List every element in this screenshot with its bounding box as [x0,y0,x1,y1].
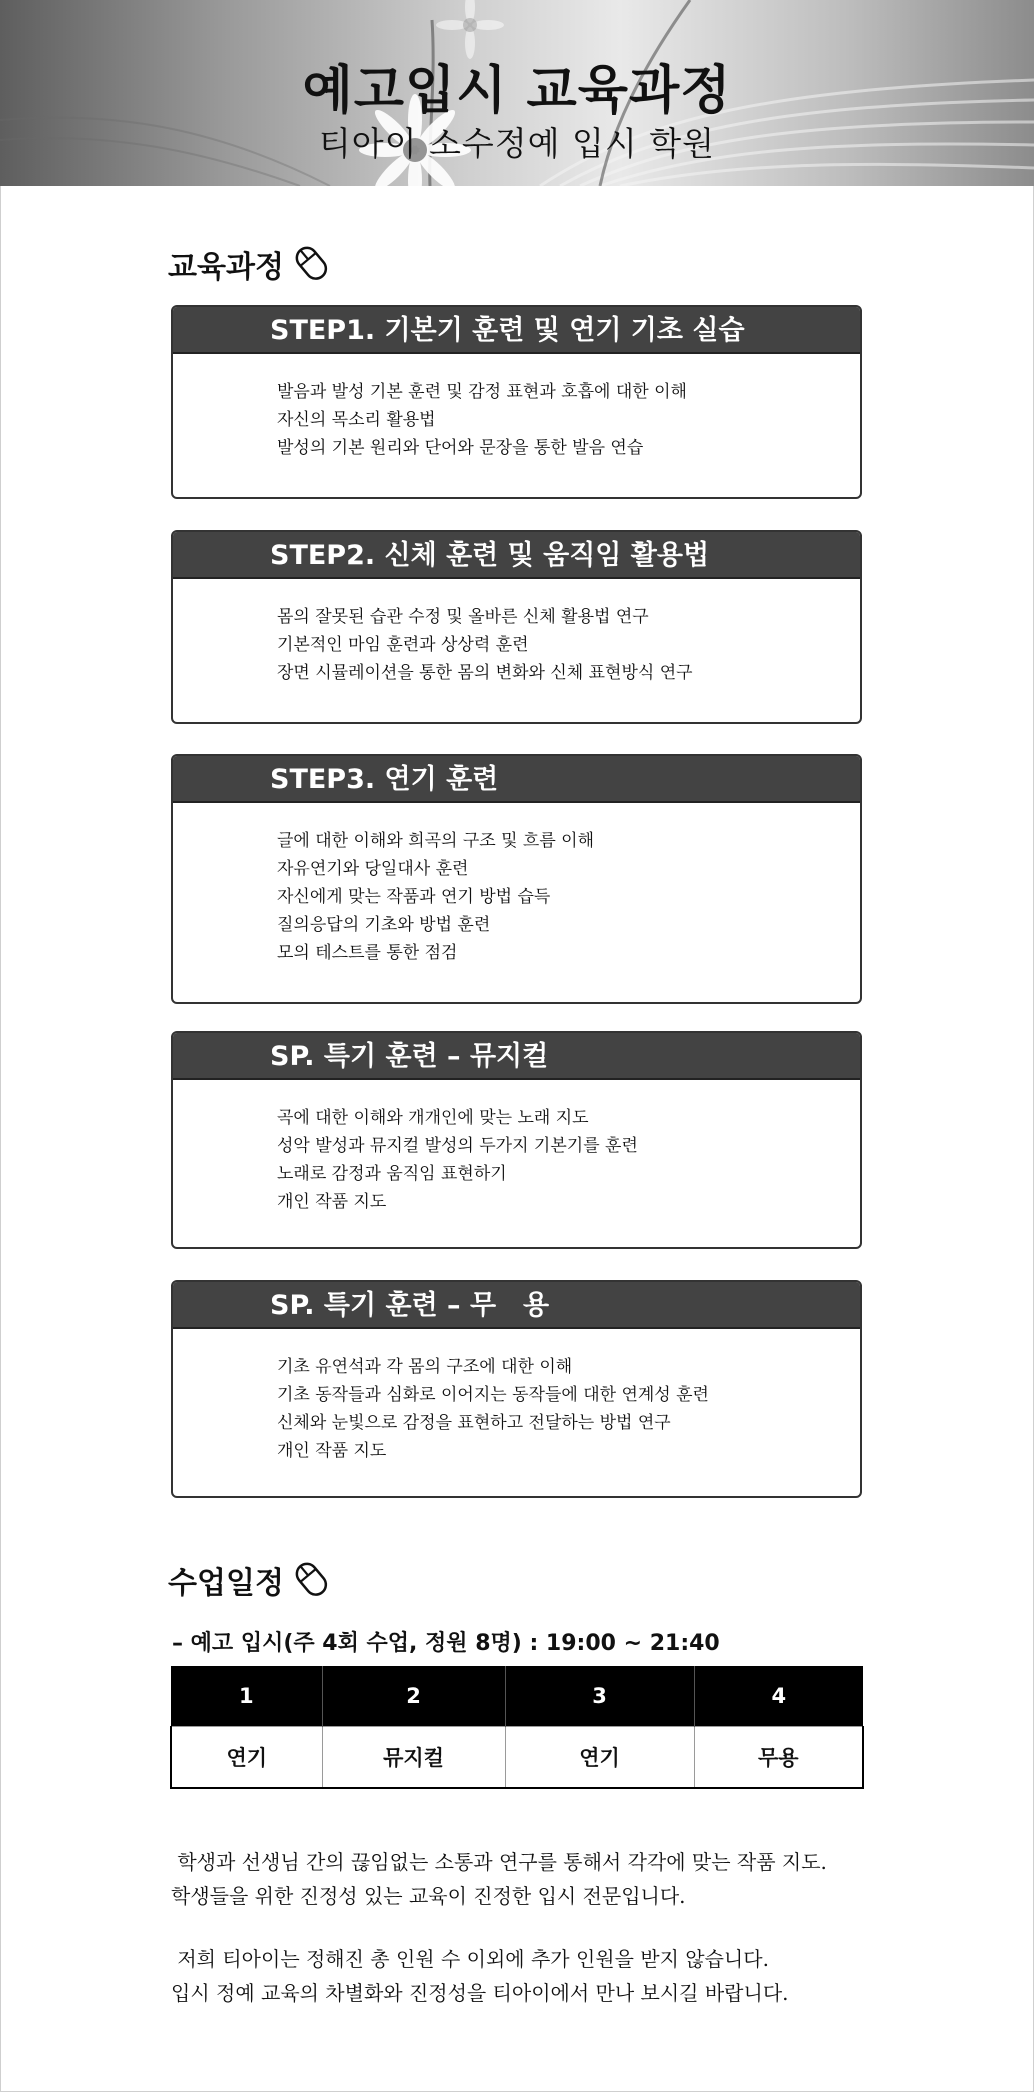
step-title: STEP1. 기본기 훈련 및 연기 기초 실습 [173,307,860,354]
step-line: 개인 작품 지도 [277,1441,387,1461]
schedule-subject-cell: 연기 [505,1727,694,1789]
step-line: 자유연기와 당일대사 훈련 [277,859,469,879]
step-body [173,1080,860,1216]
step-card-dance [171,1280,862,1498]
schedule-heading: 수업일정 [168,1566,284,1601]
schedule-column-header: 3 [505,1666,694,1727]
step-line: 기본적인 마임 훈련과 상상력 훈련 [277,635,529,655]
step-line: 성악 발성과 뮤지컬 발성의 두가지 기본기를 훈련 [277,1136,638,1156]
step-title: STEP2. 신체 훈련 및 움직임 활용법 [173,532,860,579]
step-title: SP. 특기 훈련 – 뮤지컬 [173,1033,860,1080]
step-card-3 [171,754,862,1004]
step-body [173,354,860,462]
step-card-1 [171,305,862,499]
schedule-subject-row [171,1727,863,1789]
step-line: 글에 대한 이해와 희곡의 구조 및 흐름 이해 [277,831,595,851]
schedule-subject-cell: 무용 [694,1727,863,1789]
step-line: 자신에게 맞는 작품과 연기 방법 습득 [277,887,551,907]
step-line: 노래로 감정과 움직임 표현하기 [277,1164,507,1184]
computer-mouse-icon [290,1558,334,1602]
schedule-header-row [171,1666,863,1727]
curriculum-heading: 교육과정 [168,250,284,285]
closing-line: 학생들을 위한 진정성 있는 교육이 진정한 입시 전문입니다. [171,1884,686,1908]
schedule-subject-cell: 연기 [171,1727,322,1789]
closing-paragraph-1 [171,1845,827,1913]
step-card-2 [171,530,862,724]
schedule-subject-cell: 뮤지컬 [322,1727,505,1789]
step-line: 장면 시뮬레이션을 통한 몸의 변화와 신체 표현방식 연구 [277,663,693,683]
step-card-musical [171,1031,862,1249]
step-body [173,579,860,687]
closing-line: 저희 티아이는 정해진 총 인원 수 이외에 추가 인원을 받지 않습니다. [171,1947,769,1971]
step-title: STEP3. 연기 훈련 [173,756,860,803]
step-line: 신체와 눈빛으로 감정을 표현하고 전달하는 방법 연구 [277,1413,671,1433]
step-title: SP. 특기 훈련 – 무 용 [173,1282,860,1329]
step-line: 기초 유연석과 각 몸의 구조에 대한 이해 [277,1357,573,1377]
curriculum-section-title [168,242,334,286]
step-line: 곡에 대한 이해와 개개인에 맞는 노래 지도 [277,1108,589,1128]
schedule-section-title [168,1558,334,1602]
step-line: 모의 테스트를 통한 점검 [277,943,458,963]
schedule-label: – 예고 입시(주 4회 수업, 정원 8명) : 19:00 ~ 21:40 [172,1631,720,1656]
schedule-column-header: 1 [171,1666,322,1727]
closing-paragraph-2 [171,1942,789,2010]
step-line: 자신의 목소리 활용법 [277,410,436,430]
step-line: 발성의 기본 원리와 단어와 문장을 통한 발음 연습 [277,438,644,458]
step-line: 질의응답의 기초와 방법 훈련 [277,915,491,935]
page-title: 예고입시 교육과정 [302,61,732,121]
step-line: 개인 작품 지도 [277,1192,387,1212]
step-line: 기초 동작들과 심화로 이어지는 동작들에 대한 연계성 훈련 [277,1385,709,1405]
step-line: 발음과 발성 기본 훈련 및 감정 표현과 호흡에 대한 이해 [277,382,687,402]
step-body [173,1329,860,1465]
closing-line: 입시 정예 교육의 차별화와 진정성을 티아이에서 만나 보시길 바랍니다. [171,1981,789,2005]
step-body [173,803,860,967]
schedule-column-header: 2 [322,1666,505,1727]
step-line: 몸의 잘못된 습관 수정 및 올바른 신체 활용법 연구 [277,607,649,627]
header-banner [0,0,1034,186]
schedule-column-header: 4 [694,1666,863,1727]
closing-line: 학생과 선생님 간의 끊임없는 소통과 연구를 통해서 각각에 맞는 작품 지도. [171,1850,827,1874]
page-subtitle: 티아이 소수정예 입시 학원 [318,124,716,163]
schedule-table [170,1666,864,1789]
computer-mouse-icon [290,242,334,286]
